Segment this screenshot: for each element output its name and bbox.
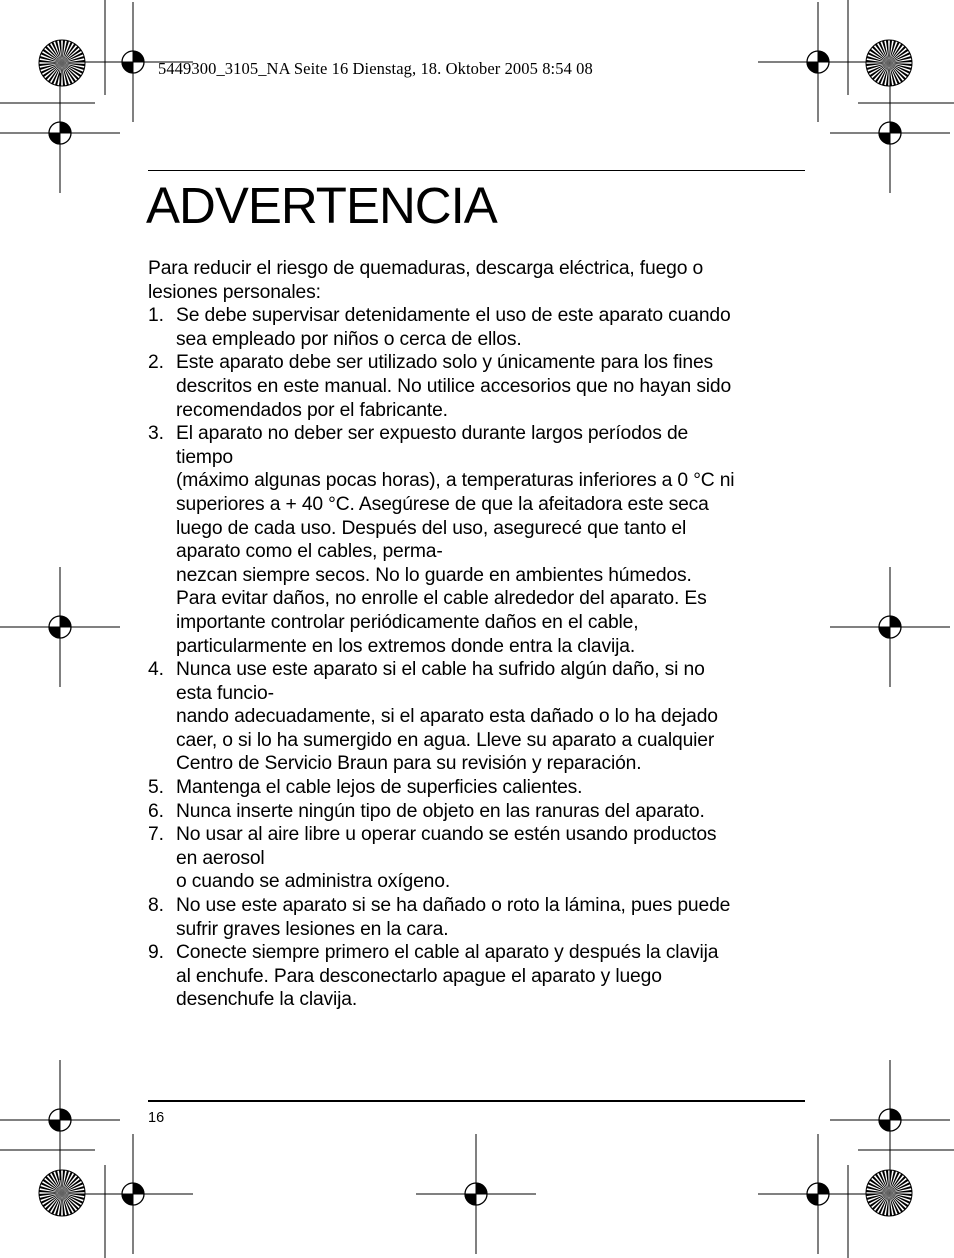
top-rule [148, 170, 805, 171]
page-number: 16 [148, 1110, 165, 1126]
item-text-line: Nunca use este aparato si el cable ha sufrido algún daño, si no [176, 659, 705, 681]
item-number: 2. [148, 352, 164, 374]
warning-body [148, 257, 808, 1012]
item-text-line: (máximo algunas pocas horas), a temperaturas inferiores a 0 °C ni [176, 470, 735, 492]
item-text-line: al enchufe. Para desconectarlo apague el aparato y luego [176, 965, 662, 987]
warning-item [148, 894, 808, 941]
starburst-icon [866, 1170, 912, 1216]
page-title: ADVERTENCIA [146, 177, 497, 234]
item-text-line: o cuando se administra oxígeno. [176, 871, 451, 893]
item-text-line: Se debe supervisar detenidamente el uso de este aparato cuando [176, 305, 731, 327]
item-text-line: tiempo [176, 446, 233, 468]
item-text-line: sufrir graves lesiones en la cara. [176, 918, 449, 940]
intro-paragraph [148, 257, 808, 304]
item-number: 4. [148, 659, 164, 681]
item-text-line: Para evitar daños, no enrolle el cable alrededor del aparato. Es [176, 588, 707, 610]
warning-item [148, 776, 808, 800]
intro-line: Para reducir el riesgo de quemaduras, descarga eléctrica, fuego o [148, 258, 704, 279]
warning-item [148, 800, 808, 824]
registration-mark-icon [758, 1134, 878, 1254]
registration-mark-icon [758, 2, 878, 122]
intro-line: lesiones personales: [148, 281, 321, 303]
item-text-line: sea empleado por niños o cerca de ellos. [176, 328, 522, 350]
item-number: 8. [148, 895, 164, 917]
starburst-icon [39, 1170, 85, 1216]
item-text-line: El aparato no deber ser expuesto durante largos períodos de [176, 423, 689, 445]
item-number: 6. [148, 800, 164, 822]
bottom-rule [148, 1100, 805, 1102]
item-text-line: descritos en este manual. No utilice accesorios que no hayan sido [176, 375, 732, 397]
item-text-line: superiores a + 40 °C. Asegúrese de que la afeitadora este seca [176, 493, 709, 515]
item-text-line: particularmente en los extremos donde entra la clavija. [176, 635, 636, 657]
item-text-line: nando adecuadamente, si el aparato esta dañado o lo ha dejado [176, 706, 718, 728]
registration-mark-icon [416, 1134, 536, 1254]
item-text-line: luego de cada uso. Después del uso, asegurесé que tanto el [176, 517, 687, 539]
item-number: 3. [148, 423, 164, 445]
warning-item [148, 658, 808, 776]
item-text-line: Mantenga el cable lejos de superficies calientes. [176, 777, 583, 799]
registration-mark-icon [73, 1134, 193, 1254]
item-text-line: Este aparato debe ser utilizado solo y únicamente para los fines [176, 352, 714, 374]
item-text-line: esta funcio- [176, 682, 274, 704]
warning-item [148, 941, 808, 1012]
registration-mark-icon [0, 1060, 120, 1180]
registration-mark-icon [0, 567, 120, 687]
item-number: 9. [148, 942, 164, 964]
registration-mark-icon [830, 567, 950, 687]
item-text-line: No use este aparato si se ha dañado o roto la lámina, pues puede [176, 895, 731, 917]
registration-mark-icon [830, 1060, 950, 1180]
item-number: 1. [148, 305, 164, 327]
warning-item [148, 351, 808, 422]
starburst-icon [866, 40, 912, 86]
item-text-line: aparato como el cables, perma- [176, 541, 443, 563]
item-text-line: caer, o si lo ha sumergido en agua. Lleve su aparato a cualquier [176, 729, 715, 751]
warning-item [148, 422, 808, 658]
warning-item [148, 823, 808, 894]
item-text-line: nezcan siempre secos. No lo guarde en ambientes húmedos. [176, 564, 692, 586]
item-text-line: recomendados por el fabricante. [176, 399, 448, 421]
item-text-line: No usar al aire libre u operar cuando se estén usando productos [176, 824, 717, 846]
item-text-line: Conecte siempre primero el cable al aparato y después la clavija [176, 942, 719, 964]
item-text-line: Nunca inserte ningún tipo de objeto en las ranuras del aparato. [176, 800, 705, 822]
item-text-line: importante controlar periódicamente daños en el cable, [176, 611, 639, 633]
warning-item [148, 304, 808, 351]
item-text-line: Centro de Servicio Braun para su revisión y reparación. [176, 753, 642, 775]
print-slug: 5449300_3105_NA Seite 16 Dienstag, 18. Oktober 2005 8:54 08 [158, 59, 593, 78]
item-number: 7. [148, 824, 164, 846]
item-number: 5. [148, 777, 164, 799]
starburst-icon [39, 40, 85, 86]
warning-list [148, 304, 808, 1012]
registration-mark-icon [0, 73, 120, 193]
item-text-line: en aerosol [176, 847, 265, 869]
item-text-line: desenchufe la clavija. [176, 989, 358, 1011]
